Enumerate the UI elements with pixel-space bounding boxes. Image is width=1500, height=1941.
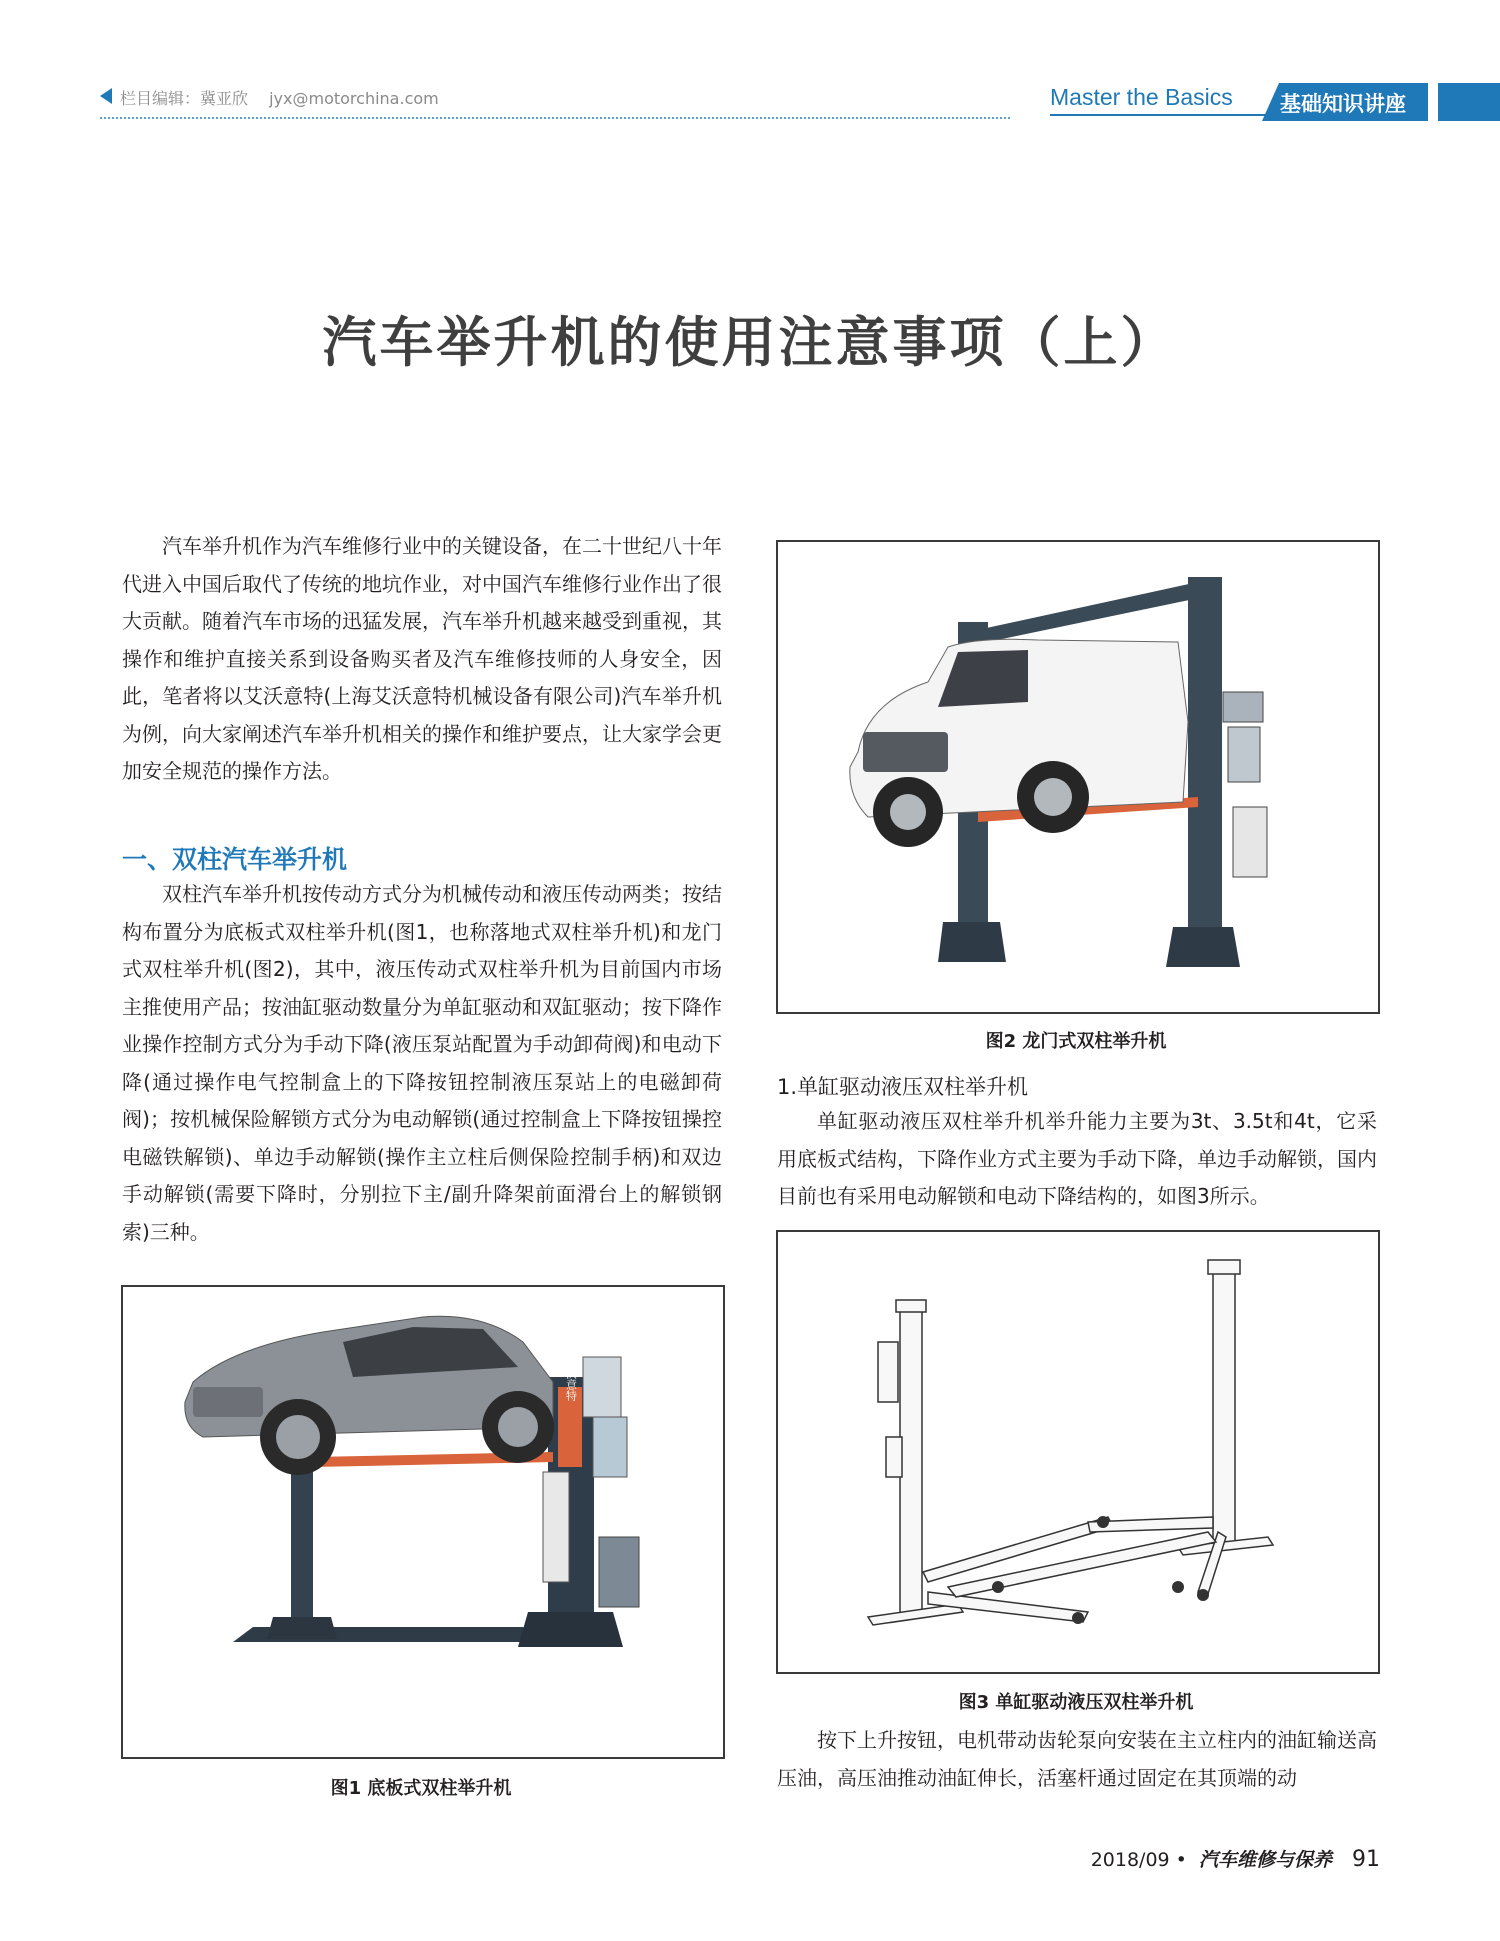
header-dotted-rule	[100, 117, 1010, 119]
section-paragraph: 双柱汽车举升机按传动方式分为机械传动和液压传动两类；按结构布置分为底板式双柱举升机(图1，也称落地式双柱举升机)和龙门式双柱举升机(图2)，其中，液压传动式双柱举升机为目前国内市场主推使用产品；按油缸驱动数量分为单缸驱动和双缸驱动；按下降作业操作控制方式分为手动下降(液压泵站配置为手动卸荷阀)和电动下降(通过操作电气控制盒上的下降按钮控制液压泵站上的电磁卸荷阀)；按机械保险解锁方式分为电动解锁(通过控制盒上下降按钮操控电磁铁解锁)、单边手动解锁(操作主立柱后侧保险控制手柄)和双边手动解锁(需要下降时，分别拉下主/副升降架前面滑台上的解锁钢索)三种。	[122, 882, 722, 1244]
header-marker-icon	[100, 88, 112, 104]
figure-1-caption: 图1 底板式双柱举升机	[330, 1778, 512, 1799]
column-title-cn: 基础知识讲座	[1280, 92, 1406, 116]
article-title: 汽车举升机的使用注意事项（上）	[322, 311, 1178, 374]
footer-issue: 2018/09 •	[1090, 1849, 1187, 1871]
fig1-brand-label: 艾沃意特	[564, 1357, 578, 1401]
figure-3-caption: 图3 单缸驱动液压双柱举升机	[958, 1692, 1194, 1713]
subsection-heading: 1.单缸驱动液压双柱举升机	[777, 1075, 1029, 1099]
footer-magazine: 汽车维修与保养	[1198, 1849, 1332, 1871]
single-cylinder-lift-drawing	[778, 1232, 1378, 1672]
editor-label: 栏目编辑：冀亚欣	[120, 89, 249, 108]
gantry-lift-van-image	[778, 542, 1378, 1012]
header-separator	[1428, 83, 1432, 121]
column-title-underline	[1050, 114, 1270, 116]
page-footer	[1091, 1845, 1380, 1872]
figure-3	[776, 1230, 1380, 1674]
page-number: 91	[1352, 1847, 1380, 1872]
two-post-lift-suv-image	[123, 1287, 723, 1757]
subsection-paragraph: 单缸驱动液压双柱举升机举升能力主要为3t、3.5t和4t，它采用底板式结构，下降作业方式主要为手动下降，单边手动解锁，国内目前也有采用电动解锁和电动下降结构的，如图3所示。	[777, 1109, 1377, 1208]
subsection-paragraph-2: 按下上升按钮，电机带动齿轮泵向安装在主立柱内的油缸输送高压油，高压油推动油缸伸长，活塞杆通过固定在其顶端的动	[777, 1728, 1377, 1790]
intro-paragraph: 汽车举升机作为汽车维修行业中的关键设备，在二十世纪八十年代进入中国后取代了传统的地坑作业，对中国汽车维修行业作出了很大贡献。随着汽车市场的迅猛发展，汽车举升机越来越受到重视，其操作和维护直接关系到设备购买者及汽车维修技师的人身安全，因此，笔者将以艾沃意特(上海艾沃意特机械设备有限公司)汽车举升机为例，向大家阐述汽车举升机相关的操作和维护要点，让大家学会更加安全规范的操作方法。	[122, 534, 722, 783]
figure-2-caption: 图2 龙门式双柱举升机	[985, 1031, 1167, 1052]
figure-2	[776, 540, 1380, 1014]
editor-email: jyx@motorchina.com	[269, 89, 439, 108]
section-heading: 一、双柱汽车举升机	[122, 845, 348, 874]
column-title-en: Master the Basics	[1050, 84, 1233, 110]
header-edge-bar	[1438, 83, 1500, 121]
figure-1	[121, 1285, 725, 1759]
column-editor	[120, 86, 455, 109]
